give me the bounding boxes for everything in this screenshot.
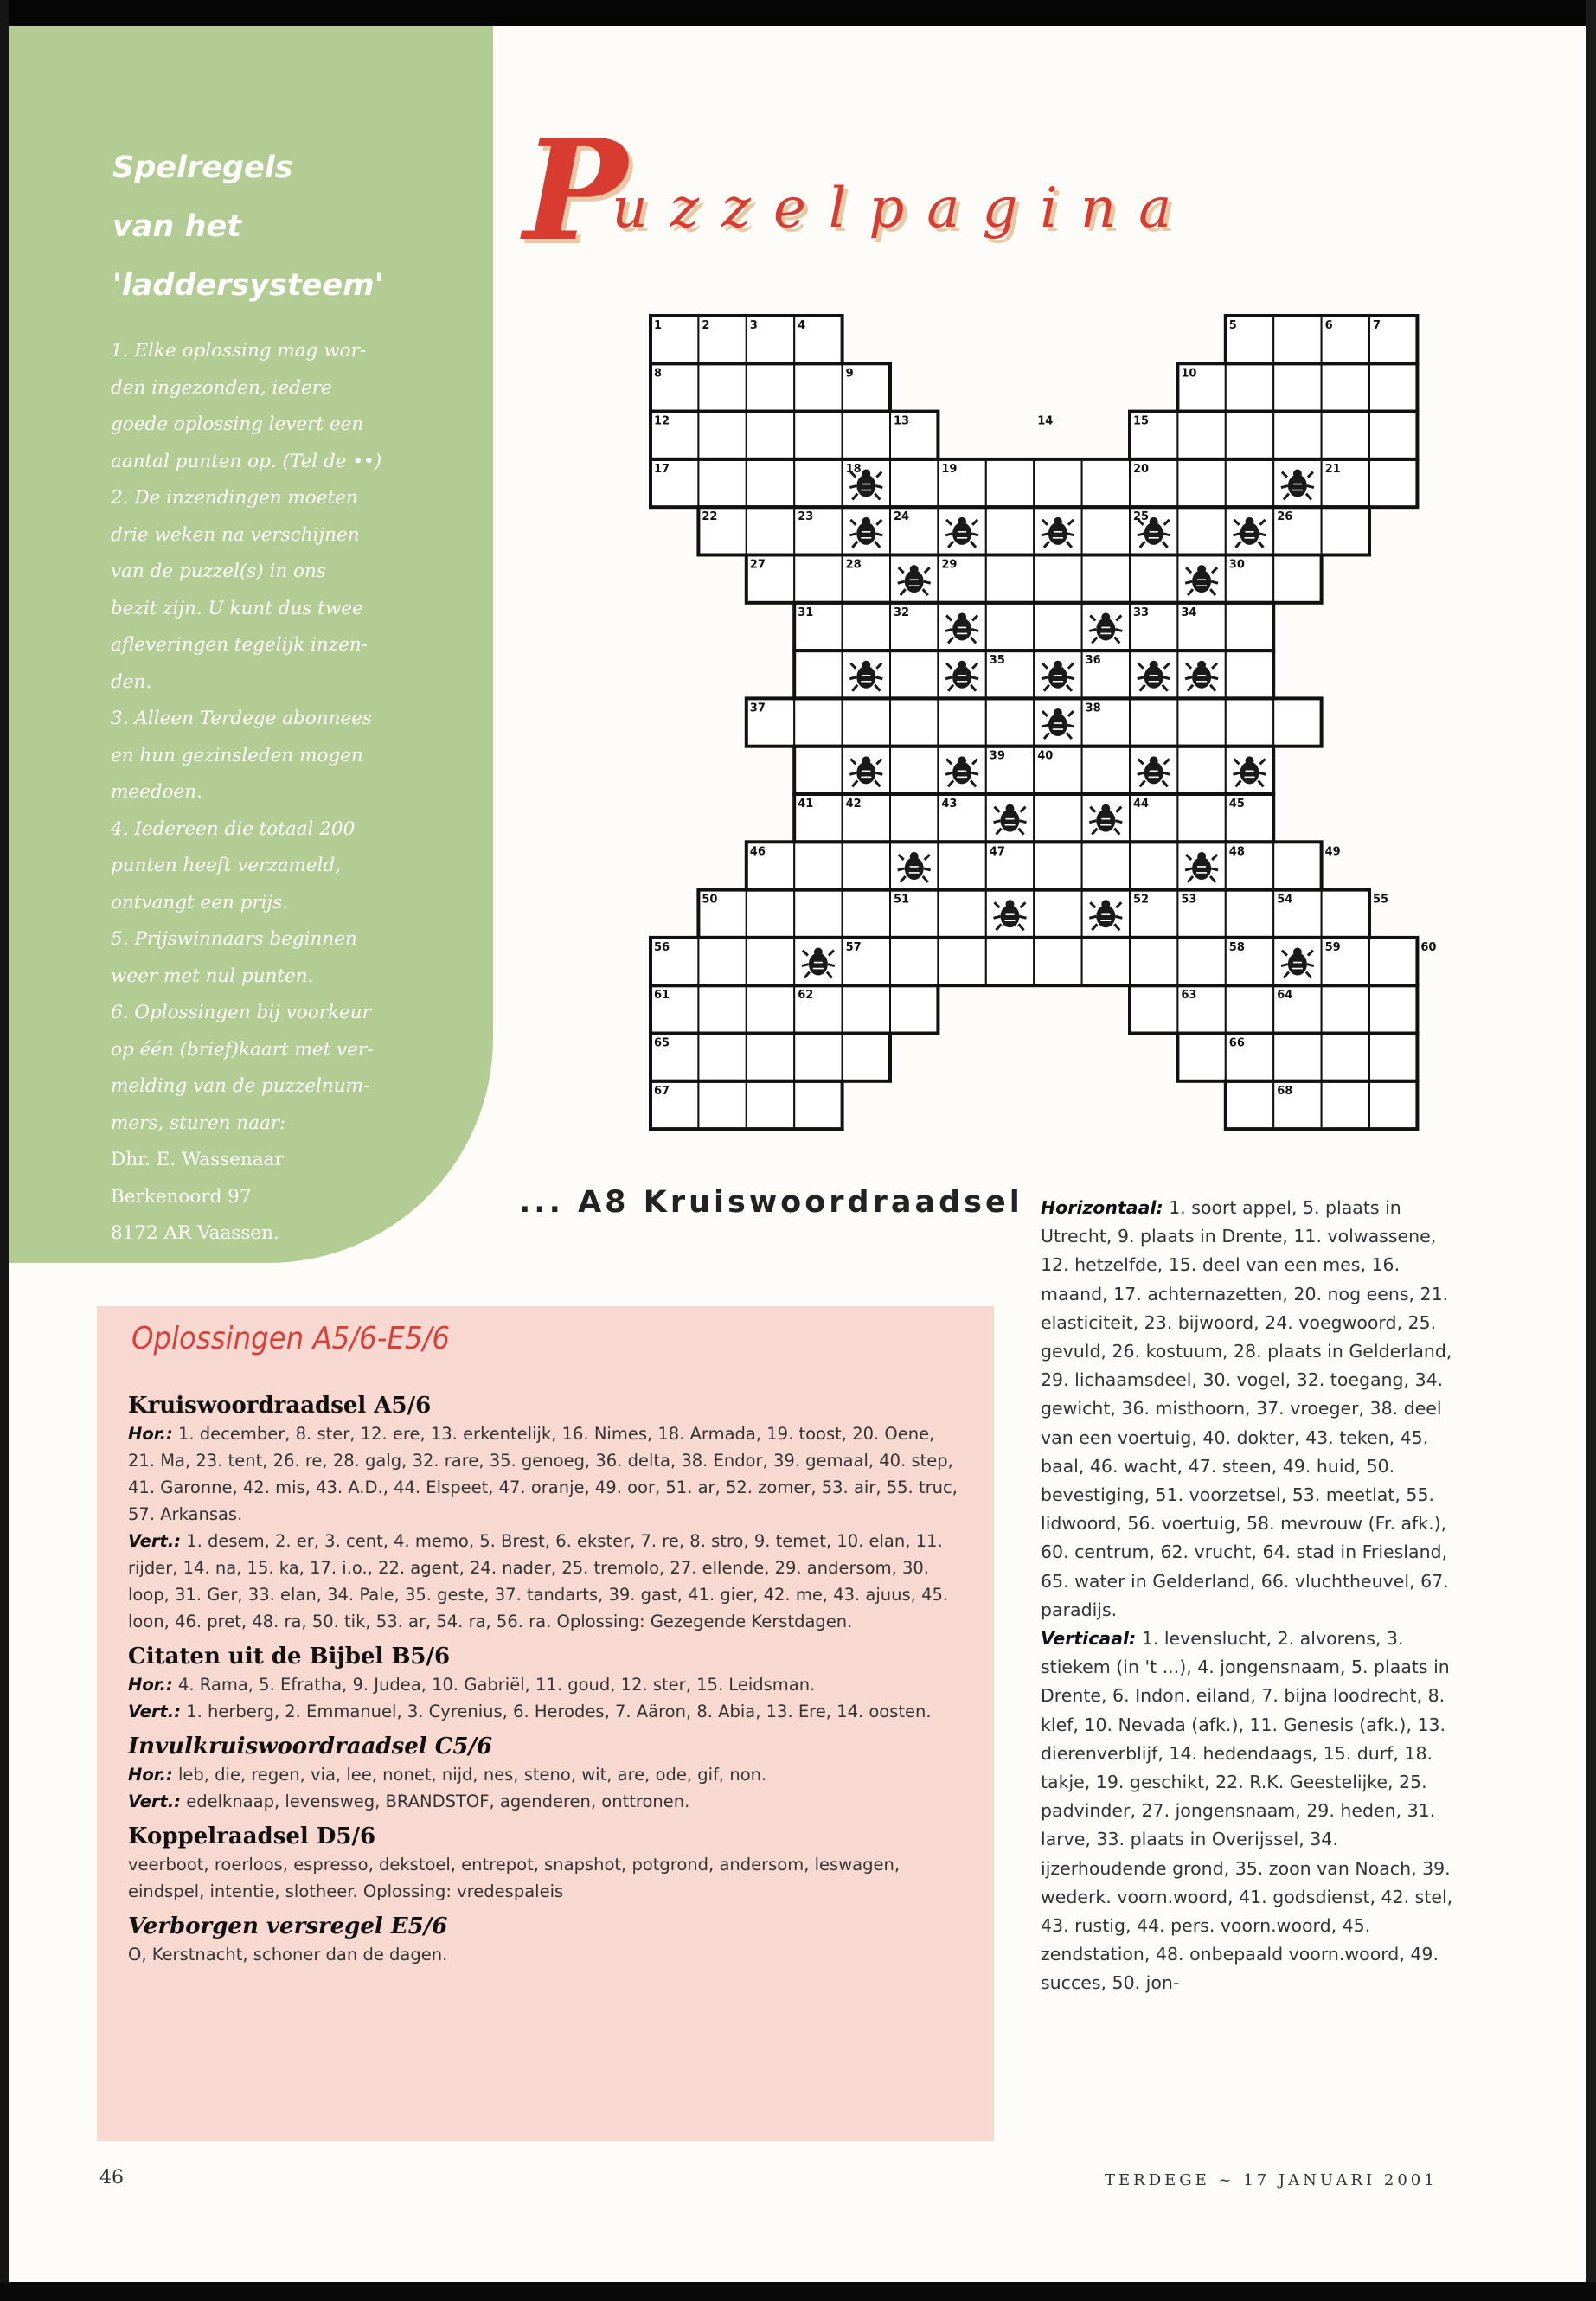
solution-paragraph <box>128 1761 958 1788</box>
solution-heading: Citaten uit de Bijbel B5/6 <box>128 1644 451 1670</box>
solution-paragraph <box>128 1528 958 1635</box>
hor-label: Hor.: <box>128 1765 173 1785</box>
grid-cell[interactable] <box>747 938 794 985</box>
clue-number: 36 <box>1085 654 1101 668</box>
clue-number: 65 <box>654 1036 670 1050</box>
clue-number: 61 <box>654 989 670 1003</box>
vertical-label: Verticaal: <box>1041 1628 1137 1650</box>
rules-line: bezit zijn. U kunt dus twee <box>111 597 363 619</box>
clue-number: 66 <box>1228 1036 1245 1050</box>
grid-cell[interactable] <box>843 1034 890 1081</box>
grid-cell[interactable] <box>747 363 794 411</box>
grid-cell[interactable] <box>747 985 794 1033</box>
grid-cell[interactable] <box>794 698 842 746</box>
solution-paragraph <box>128 1420 958 1528</box>
clue-number: 57 <box>845 940 862 954</box>
grid-cell[interactable] <box>843 842 890 889</box>
clue-number: 67 <box>654 1084 670 1098</box>
rules-line: op één (brief)kaart met ver- <box>111 1038 374 1061</box>
grid-cell[interactable] <box>1177 698 1225 746</box>
grid-cell[interactable] <box>986 938 1034 985</box>
clue-number: 24 <box>894 510 910 524</box>
solution-paragraph <box>128 1788 958 1815</box>
grid-cell[interactable] <box>1273 1034 1321 1081</box>
grid-cell[interactable] <box>1322 890 1369 938</box>
grid-cell[interactable] <box>1130 985 1177 1033</box>
grid-cell[interactable] <box>1369 1081 1417 1129</box>
solution-paragraph <box>128 1698 958 1725</box>
hor-label: Hor.: <box>128 1675 173 1695</box>
rules-line: melding van de puzzelnum- <box>111 1075 370 1097</box>
rules-line: 5. Prijswinnaars beginnen <box>111 928 357 950</box>
grid-cell[interactable] <box>843 603 890 651</box>
clue-number: 55 <box>1373 893 1389 907</box>
grid-cell[interactable] <box>1082 747 1130 794</box>
clue-number: 37 <box>749 702 766 715</box>
grid-cell[interactable] <box>1177 794 1225 842</box>
grid-cell[interactable] <box>938 842 985 889</box>
clue-number: 68 <box>1277 1084 1293 1098</box>
grid-cell[interactable] <box>747 1081 794 1129</box>
grid-cell[interactable] <box>1273 363 1321 411</box>
clue-number: 47 <box>989 845 1005 859</box>
grid-cell[interactable] <box>843 890 890 938</box>
clue-number: 56 <box>654 940 670 954</box>
grid-cell[interactable] <box>1273 698 1321 746</box>
rules-line: mers, sturen naar: <box>111 1112 286 1134</box>
solution-paragraph <box>128 1671 958 1698</box>
grid-cell[interactable] <box>794 651 842 698</box>
grid-cell[interactable] <box>794 1081 842 1129</box>
grid-cell[interactable] <box>698 1034 746 1081</box>
grid-cell[interactable] <box>794 890 842 938</box>
clue-number: 15 <box>1133 414 1150 428</box>
grid-cell[interactable] <box>890 651 938 698</box>
solution-text: 1. desem, 2. er, 3. cent, 4. memo, 5. Brest, 6. ekster, 7. re, 8. stro, 9. temet, 10. elan, 11. rijder, 14. na, 15. ka, 17. i.o., 22. agent, 24. nader, 25. tremolo, 27. ellende, 29. andersom, 30. loop, 31. Ger, 33. elan, 34. Pale, 35. geste, 37. tandarts, 39. gast, 41. gier, 42. me, 43. ajuus, 45. loon, 46. pret, 48. ra, 50. tik, 53. ar, 54. ra, 56. ra. Oplossing: Gezegende Kerstdagen. <box>128 1531 949 1631</box>
grid-cell[interactable] <box>698 938 746 985</box>
clue-number: 54 <box>1277 893 1293 907</box>
grid-cell[interactable] <box>1322 363 1369 411</box>
grid-cell[interactable] <box>890 459 938 507</box>
vert-label: Vert.: <box>128 1702 182 1721</box>
solution-heading-text: Invulkruiswoordraadsel C5/6 <box>128 1734 493 1759</box>
grid-cell[interactable] <box>1177 412 1225 459</box>
rules-line: afleveringen tegelijk inzen- <box>111 634 368 656</box>
grid-cell[interactable] <box>1273 412 1321 459</box>
clue-number: 10 <box>1181 367 1197 381</box>
grid-cell[interactable] <box>1177 507 1225 554</box>
grid-cell[interactable] <box>794 747 842 794</box>
clue-number: 26 <box>1277 510 1293 524</box>
clue-number: 48 <box>1228 845 1245 859</box>
grid-cell[interactable] <box>1322 1081 1369 1129</box>
clue-number: 50 <box>702 893 718 907</box>
grid-cell[interactable] <box>1130 698 1177 746</box>
rules-line: drie weken na verschijnen <box>111 523 360 546</box>
clue-number: 46 <box>749 845 766 859</box>
grid-cell[interactable] <box>1082 555 1130 603</box>
clue-number: 30 <box>1228 558 1245 572</box>
clue-number: 60 <box>1420 940 1437 954</box>
clue-number: 5 <box>1228 319 1237 332</box>
clue-number: 27 <box>749 558 766 572</box>
grid-cell[interactable] <box>1322 507 1369 554</box>
grid-cell[interactable] <box>747 1034 794 1081</box>
grid-cell[interactable] <box>794 842 842 889</box>
grid-cell[interactable] <box>1369 412 1417 459</box>
solution-heading <box>128 1732 958 1761</box>
clue-number: 42 <box>845 798 862 811</box>
grid-cell[interactable] <box>1226 890 1273 938</box>
grid-cell[interactable] <box>1177 1034 1225 1081</box>
clue-number: 39 <box>989 749 1005 763</box>
grid-cell[interactable] <box>843 985 890 1033</box>
address-line: Dhr. E. Wassenaar <box>111 1149 284 1170</box>
vert-label: Vert.: <box>128 1791 182 1811</box>
clue-number: 4 <box>798 319 806 332</box>
grid-cell[interactable] <box>1130 555 1177 603</box>
grid-cell[interactable] <box>794 459 842 507</box>
grid-cell[interactable] <box>747 459 794 507</box>
rules-line: en hun gezinsleden mogen <box>111 744 363 766</box>
grid-cell[interactable] <box>1322 412 1369 459</box>
grid-cell[interactable] <box>986 603 1034 651</box>
clue-number: 19 <box>941 462 958 476</box>
grid-cell[interactable] <box>1369 1034 1417 1081</box>
clue-number: 43 <box>941 798 958 811</box>
solution-text: veerboot, roerloos, espresso, dekstoel, entrepot, snapshot, potgrond, andersom, leswagen, eindspel, intentie, slotheer. Oplossing: vredespaleis <box>128 1855 901 1901</box>
solution-text: 1. herberg, 2. Emmanuel, 3. Cyrenius, 6. Herodes, 7. Aäron, 8. Abia, 13. Ere, 14. oosten. <box>181 1702 932 1721</box>
clue-number: 64 <box>1277 989 1293 1003</box>
grid-cell[interactable] <box>938 938 985 985</box>
grid-cell[interactable] <box>698 459 746 507</box>
grid-cell[interactable] <box>698 985 746 1033</box>
clue-number: 44 <box>1133 798 1150 811</box>
rules-line: 2. De inzendingen moeten <box>111 487 358 509</box>
grid-cell[interactable] <box>843 698 890 746</box>
magazine-footer: TERDEGE ~ 17 JANUARI 2001 <box>1105 2171 1438 2189</box>
rules-line: goede oplossing levert een <box>111 413 364 435</box>
grid-cell[interactable] <box>1369 459 1417 507</box>
clue-number: 18 <box>845 462 862 476</box>
rules-title-line: 'laddersysteem' <box>112 268 384 303</box>
clue-number: 34 <box>1181 606 1197 619</box>
grid-cell[interactable] <box>890 938 938 985</box>
grid-cell[interactable] <box>747 890 794 938</box>
rules-line: ontvangt een prijs. <box>111 891 289 913</box>
solution-text: 4. Rama, 5. Efratha, 9. Judea, 10. Gabriël, 11. goud, 12. ster, 15. Leidsman. <box>172 1675 816 1695</box>
grid-cell[interactable] <box>1082 842 1130 889</box>
solution-text: leb, die, regen, via, lee, nonet, nijd, nes, steno, wit, are, ode, gif, non. <box>172 1765 767 1785</box>
clue-number: 51 <box>894 893 910 907</box>
clue-number: 25 <box>1133 510 1150 524</box>
clue-number: 2 <box>702 319 710 332</box>
page-number: 46 <box>99 2167 124 2189</box>
clue-number: 21 <box>1324 462 1341 476</box>
grid-cell[interactable] <box>1082 507 1130 554</box>
grid-cell[interactable] <box>843 412 890 459</box>
grid-cell[interactable] <box>794 555 842 603</box>
solution-heading: Kruiswoordraadsel A5/6 <box>128 1393 432 1419</box>
grid-cell[interactable] <box>1177 459 1225 507</box>
clue-number: 58 <box>1228 940 1245 954</box>
grid-cell[interactable] <box>1082 938 1130 985</box>
solution-heading-text: Verborgen versregel E5/6 <box>128 1913 448 1939</box>
grid-cell[interactable] <box>1226 698 1273 746</box>
grid-cell[interactable] <box>1034 938 1081 985</box>
rules-title-line: Spelregels <box>112 151 293 185</box>
clues-column <box>1041 1194 1454 1998</box>
clue-number: 14 <box>1037 414 1054 428</box>
grid-cell[interactable] <box>794 412 842 459</box>
title-initial: P <box>523 109 628 272</box>
clue-number: 35 <box>989 654 1005 668</box>
grid-cell[interactable] <box>1273 555 1321 603</box>
solutions-title: Oplossingen A5/6-E5/6 <box>131 1321 450 1356</box>
rules-line: aantal punten op. (Tel de ••) <box>111 450 382 472</box>
rules-line: 6. Oplossingen bij voorkeur <box>111 1002 371 1023</box>
grid-cell[interactable] <box>794 363 842 411</box>
grid-cell[interactable] <box>1273 316 1321 363</box>
rules-line: 1. Elke oplossing mag wor- <box>111 340 367 362</box>
grid-cell[interactable] <box>747 507 794 554</box>
grid-cell[interactable] <box>890 747 938 794</box>
grid-cell[interactable] <box>1034 555 1081 603</box>
clue-number: 6 <box>1324 319 1333 332</box>
grid-cell[interactable] <box>1034 603 1081 651</box>
clue-number: 28 <box>845 558 862 572</box>
rules-line: 3. Alleen Terdege abonnees <box>111 708 372 729</box>
clue-number: 62 <box>798 989 814 1003</box>
clue-number: 29 <box>941 558 958 572</box>
grid-cell[interactable] <box>986 459 1034 507</box>
grid-cell[interactable] <box>747 412 794 459</box>
rules-line: punten heeft verzameld, <box>111 855 342 876</box>
horizontal-label: Horizontaal: <box>1041 1197 1163 1218</box>
grid-cell[interactable] <box>1130 938 1177 985</box>
rules-line: den ingezonden, iedere <box>111 376 332 399</box>
grid-cell[interactable] <box>1226 603 1273 651</box>
grid-cell[interactable] <box>1034 794 1081 842</box>
horizontal-clues: 1. soort appel, 5. plaats in Utrecht, 9. plaats in Drente, 11. volwassene, 12. hetzelfde, 15. deel van een mes, 16. maand, 17. achternazetten, 20. nog eens, 21. elasticiteit, 23. bijwoord, 24. voegwoord, 25. gevuld, 26. kostuum, 28. plaats in Gelderland, 29. lichaamsdeel, 30. vogel, 32. toegang, 34. gewicht, 36. misthoorn, 37. vroeger, 38. deel van een voertuig, 40. dokter, 43. teken, 45. baal, 46. wacht, 47. steen, 49. huid, 50. bevestiging, 51. voorzetsel, 53. meetlat, 55. lidwoord, 56. voertuig, 58. mevrouw (Fr. afk.), 60. centrum, 62. vrucht, 64. stad in Friesland, 65. water in Gelderland, 66. vluchtheuvel, 67. paradijs. <box>1041 1197 1452 1620</box>
grid-cell[interactable] <box>986 698 1034 746</box>
grid-cell[interactable] <box>1369 985 1417 1033</box>
grid-cell[interactable] <box>1177 747 1225 794</box>
address-line: Berkenoord 97 <box>111 1185 252 1208</box>
grid-cell[interactable] <box>1322 1034 1369 1081</box>
grid-cell[interactable] <box>890 794 938 842</box>
clue-number: 52 <box>1133 893 1150 907</box>
clue-number: 32 <box>894 606 910 619</box>
solution-heading: Koppelraadsel D5/6 <box>128 1823 376 1849</box>
grid-cell[interactable] <box>890 698 938 746</box>
solution-heading <box>128 1912 958 1941</box>
clue-number: 45 <box>1228 798 1245 811</box>
rules-line: den. <box>111 670 152 693</box>
clue-number: 3 <box>749 319 758 332</box>
rules-title-line: van het <box>112 209 241 244</box>
grid-cell[interactable] <box>1273 842 1321 889</box>
clue-number: 13 <box>894 414 910 428</box>
title-rest: uzzelpagina <box>612 176 1195 240</box>
clue-number: 49 <box>1324 845 1341 859</box>
grid-cell[interactable] <box>1177 938 1225 985</box>
clue-number: 41 <box>798 798 814 811</box>
grid-cell[interactable] <box>698 363 746 411</box>
clue-number: 31 <box>798 606 814 619</box>
grid-cell[interactable] <box>1226 985 1273 1033</box>
grid-cell[interactable] <box>986 555 1034 603</box>
crossword-grid <box>0 0 1596 1150</box>
grid-cell[interactable] <box>1034 890 1081 938</box>
rules-line: van de puzzel(s) in ons <box>111 561 326 582</box>
puzzle-subtitle: ... A8 Kruiswoordraadsel <box>519 1185 1023 1220</box>
hor-label: Hor.: <box>128 1424 173 1444</box>
grid-cell[interactable] <box>1034 459 1081 507</box>
grid-cell[interactable] <box>938 890 985 938</box>
grid-cell[interactable] <box>938 698 985 746</box>
clue-number: 22 <box>702 510 718 524</box>
vertical-clues: 1. levenslucht, 2. alvorens, 3. stiekem (in 't ...), 4. jongensnaam, 5. plaats in Drente, 6. Indon. eiland, 7. bijna loodrecht, 8. klef, 10. Nevada (afk.), 11. Genesis (afk.), 13. dierenverblijf, 14. hedendaags, 15. durf, 18. takje, 19. geschikt, 22. R.K. Geestelijke, 25. padvinder, 27. jongensnaam, 29. heden, 31. larve, 33. plaats in Overijssel, 34. ijzerhoudende grond, 35. zoon van Noach, 39. wederk. voorn.woord, 41. godsdienst, 42. stel, 43. rustig, 44. pers. voorn.woord, 45. zendstation, 48. onbepaald voorn.woord, 49. succes, 50. jon- <box>1041 1628 1453 1994</box>
clue-number: 1 <box>654 319 663 332</box>
clue-number: 59 <box>1324 940 1341 954</box>
clue-number: 7 <box>1373 319 1381 332</box>
clue-number: 33 <box>1133 606 1150 619</box>
vert-label: Vert.: <box>128 1531 182 1551</box>
solution-text: edelknaap, levensweg, BRANDSTOF, agenderen, onttronen. <box>181 1791 690 1811</box>
grid-cell[interactable] <box>1226 459 1273 507</box>
solutions-body <box>128 1384 958 1968</box>
grid-cell[interactable] <box>986 507 1034 554</box>
clue-number: 23 <box>798 510 814 524</box>
grid-cell[interactable] <box>890 985 938 1033</box>
grid-cell[interactable] <box>1369 363 1417 411</box>
grid-cell[interactable] <box>1226 412 1273 459</box>
grid-cell[interactable] <box>1226 1081 1273 1129</box>
rules-line: meedoen. <box>111 781 202 803</box>
grid-cell[interactable] <box>698 412 746 459</box>
clue-number: 12 <box>654 414 670 428</box>
clue-number: 9 <box>845 367 854 381</box>
clue-number: 17 <box>654 462 670 476</box>
clue-number: 8 <box>654 367 663 381</box>
address-line: 8172 AR Vaassen. <box>111 1222 279 1244</box>
grid-cell[interactable] <box>698 1081 746 1129</box>
solution-text: O, Kerstnacht, schoner dan de dagen. <box>128 1945 448 1965</box>
solution-text: 1. december, 8. ster, 12. ere, 13. erkentelijk, 16. Nimes, 18. Armada, 19. toost, 20. Oene, 21. Ma, 23. tent, 26. re, 28. galg, 32. rare, 35. genoeg, 36. delta, 38. Endor, 39. gemaal, 40. step, 41. Garonne, 42. mis, 43. A.D., 44. Elspeet, 47. oranje, 49. oor, 51. ar, 52. zomer, 53. air, 55. truc, 57. Arkansas. <box>128 1424 958 1524</box>
clue-number: 20 <box>1133 462 1150 476</box>
rules-line: weer met nul punten. <box>111 965 314 987</box>
grid-cell[interactable] <box>1226 651 1273 698</box>
grid-cell[interactable] <box>1322 985 1369 1033</box>
grid-cell[interactable] <box>1034 842 1081 889</box>
scan-bottom-edge <box>0 2282 1596 2301</box>
rules-line: 4. Iedereen die totaal 200 <box>111 817 356 840</box>
grid-cell[interactable] <box>1082 459 1130 507</box>
grid-cell[interactable] <box>1226 363 1273 411</box>
grid-cell[interactable] <box>1369 938 1417 985</box>
grid-cell[interactable] <box>794 1034 842 1081</box>
clue-number: 38 <box>1085 702 1101 715</box>
clue-number: 63 <box>1181 989 1197 1003</box>
clue-number: 53 <box>1181 893 1197 907</box>
grid-cell[interactable] <box>1130 842 1177 889</box>
clue-number: 40 <box>1037 749 1054 763</box>
